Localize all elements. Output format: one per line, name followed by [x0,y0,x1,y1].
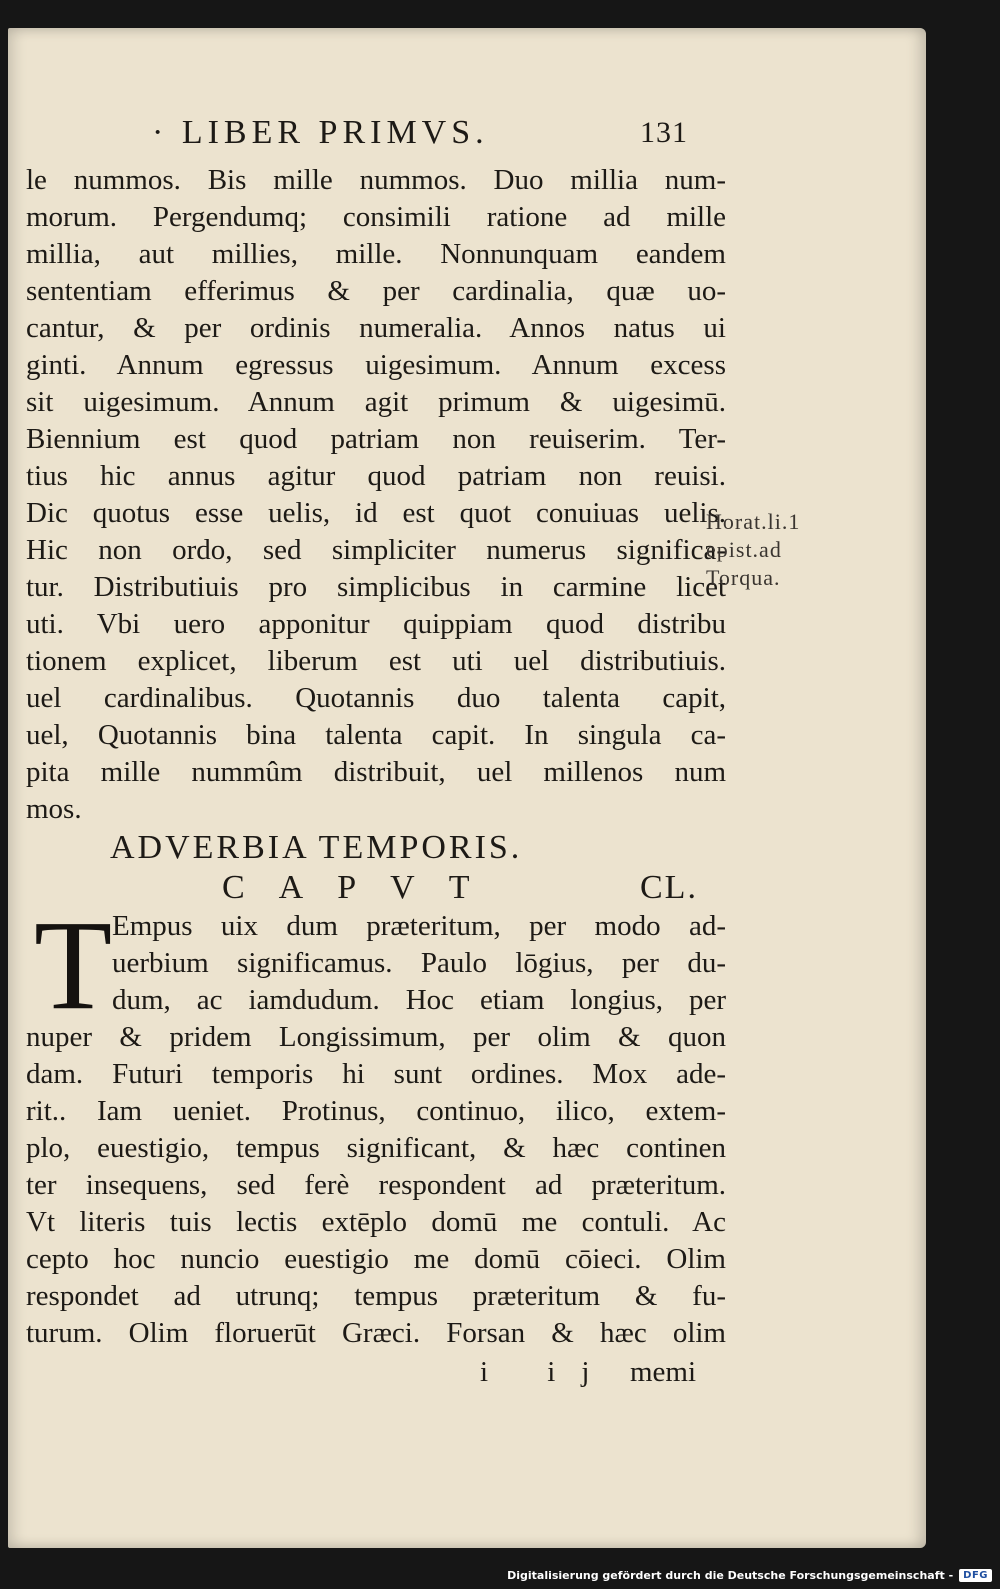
margin-note [706,508,800,592]
text-line: uerbium significamus. Paulo lōgius, per du- [112,947,726,979]
text-line: Dic quotus esse uelis, id est quot conuiuas uelis. [26,497,726,529]
text-line: pita mille nummûm distribuit, uel millenos num [26,756,726,788]
text-line: cepto hoc nuncio euestigio me domū cōieci. Olim [26,1243,726,1275]
text-line: tius hic annus agitur quod patriam non reuisi. [26,460,726,492]
text-line: tur. Distributiuis pro simplicibus in carmine licet [26,571,726,603]
text-line: Biennium est quod patriam non reuiserim. Ter- [26,423,726,455]
drop-capital: T [34,894,113,1036]
text-line: uel, Quotannis bina talenta capit. In singula ca- [26,719,726,751]
text-line: Vt literis tuis lectis extēplo domū me contuli. Ac [26,1206,726,1238]
text-line: uel cardinalibus. Quotannis duo talenta capit, [26,682,726,714]
dfg-logo[interactable]: DFG [959,1569,992,1582]
text-line: dam. Futuri temporis hi sunt ordines. Mox ade- [26,1058,726,1090]
margin-note-line: Torqua. [706,565,781,590]
signature-mark: i ij [480,1356,616,1388]
text-line: nuper & pridem Longissimum, per olim & quon [26,1021,726,1053]
text-line: rit.. Iam ueniet. Protinus, continuo, ilico, extem- [26,1095,726,1127]
margin-note-line: epist.ad [706,537,782,562]
section-heading: ADVERBIA TEMPORIS. [110,829,523,866]
text-line: millia, aut millies, mille. Nonnunquam eandem [26,238,726,270]
text-line: mos. [26,793,82,825]
paragraph-2 [26,894,726,1352]
caput-label: CAPVT [222,869,504,906]
paragraph-1 [26,162,726,828]
text-line: respondet ad utrunq; tempus præteritum & fu- [26,1280,726,1312]
chapter-label [26,868,726,908]
text-line: uti. Vbi uero apponitur quippiam quod distribu [26,608,726,640]
text-line: Empus uix dum præteritum, per modo ad- [112,910,726,942]
chapter-number: CL. [640,869,698,906]
text-line: dum, ac iamdudum. Hoc etiam longius, per [112,984,726,1016]
text-line: sit uigesimum. Annum agit primum & uigesimū. [26,386,726,418]
text-line: sententiam efferimus & per cardinalia, quæ uo- [26,275,726,307]
catchline [26,1352,726,1392]
page-number: 131 [640,116,688,149]
text-line: ginti. Annum egressus uigesimum. Annum excess [26,349,726,381]
text-line: turum. Olim floruerūt Græci. Forsan & hæc olim [26,1317,726,1349]
text-line: Hic non ordo, sed simpliciter numerus significa- [26,534,726,566]
text-line: tionem explicet, liberum est uti uel distributiuis. [26,645,726,677]
text-line: cantur, & per ordinis numeralia. Annos natus ui [26,312,726,344]
running-head-title: · LIBER PRIMVS. [152,114,489,151]
text-line: ter insequens, sed ferè respondent ad præteritum. [26,1169,726,1201]
credit-text: Digitalisierung gefördert durch die Deutsche Forschungsgemeinschaft - [507,1568,954,1582]
text-block [26,114,726,1392]
margin-note-line: Horat.li.1 [706,509,801,534]
text-line: le nummos. Bis mille nummos. Duo millia num- [26,164,726,196]
catchword: memi [630,1356,697,1388]
digitization-credit [507,1565,992,1585]
text-line: morum. Pergendumq; consimili ratione ad mille [26,201,726,233]
text-line: plo, euestigio, tempus significant, & hæc continen [26,1132,726,1164]
book-page [8,28,926,1548]
running-head [26,114,726,162]
